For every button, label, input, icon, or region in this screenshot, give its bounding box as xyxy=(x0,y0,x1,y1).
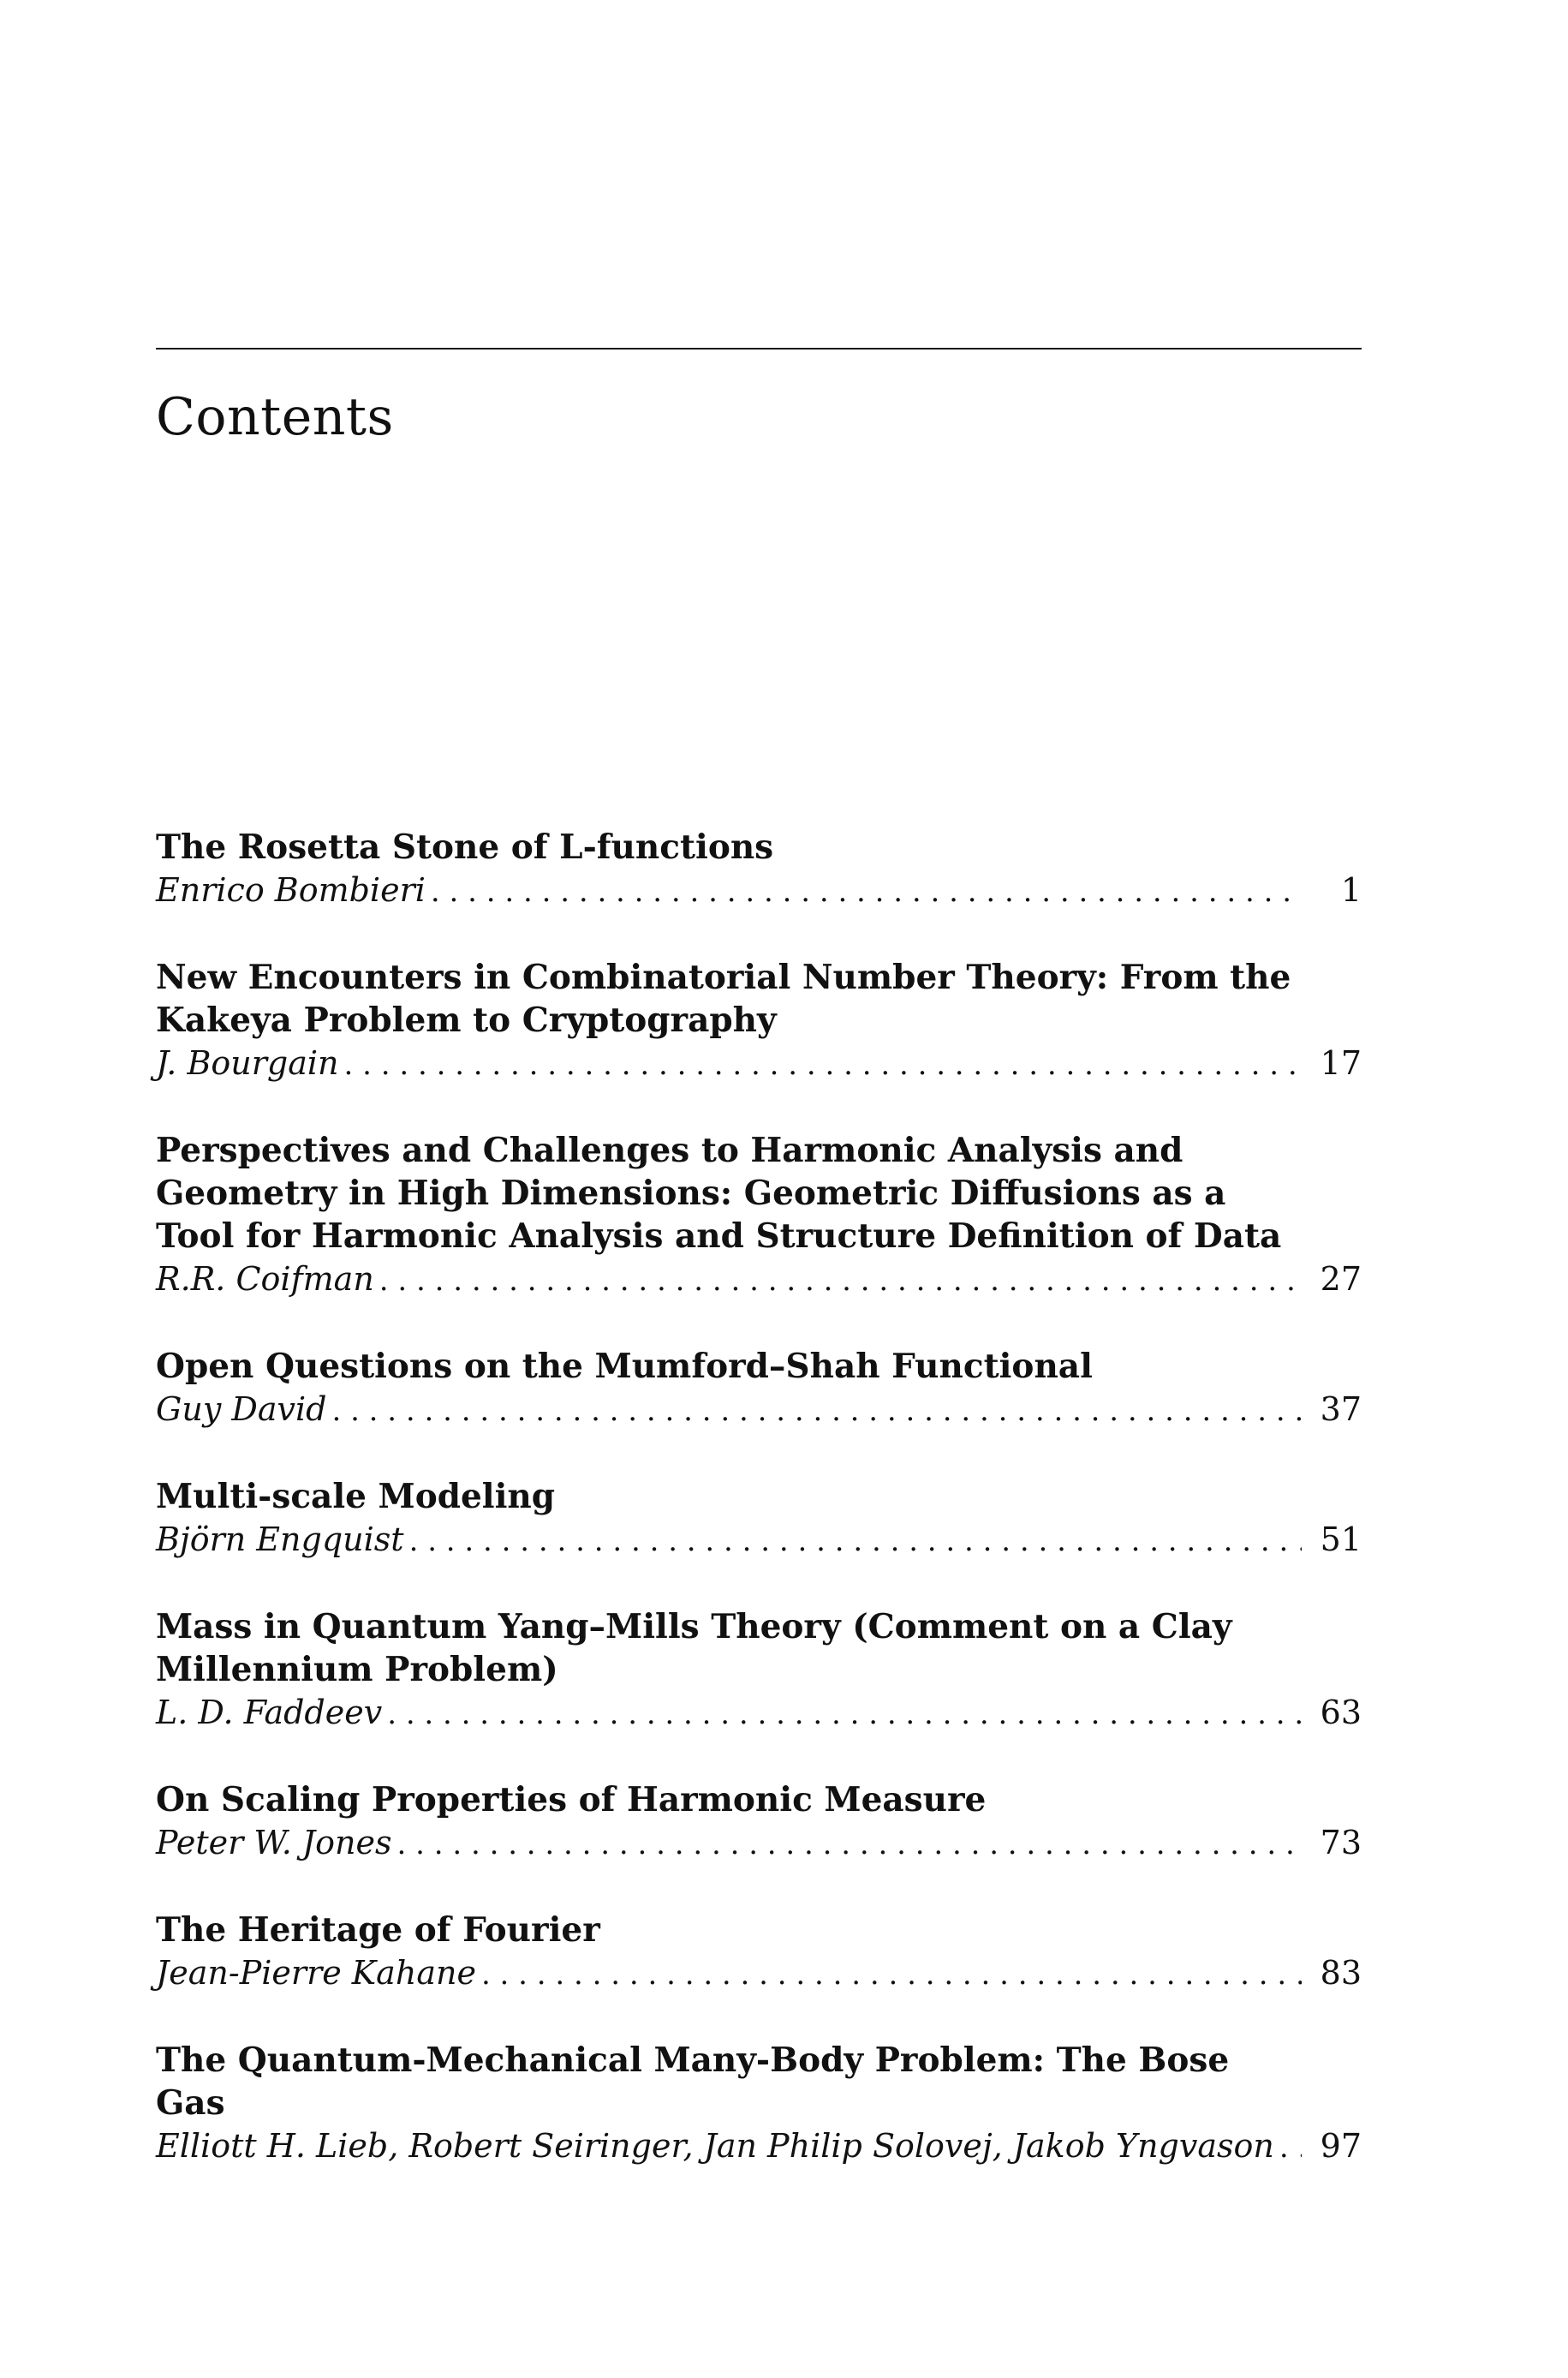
entry-title xyxy=(156,1345,1362,1388)
entry-title-line: Gas xyxy=(156,2083,225,2123)
entry-author-line xyxy=(156,1691,1362,1736)
entry-authors: Elliott H. Lieb, Robert Seiringer, Jan Philip Solovej, Jakob Yngvason xyxy=(156,2127,1274,2165)
entry-author-line xyxy=(156,1821,1362,1866)
entry-page-number: 97 xyxy=(1320,2127,1362,2165)
entry-title xyxy=(156,956,1362,1042)
entry-authors: Jean-Pierre Kahane xyxy=(156,1954,476,1992)
entry-title xyxy=(156,1129,1362,1258)
dot-leader xyxy=(481,1953,1302,1996)
entry-page-number: 51 xyxy=(1320,1521,1362,1558)
entry-title xyxy=(156,2039,1362,2124)
entry-title-line: New Encounters in Combinatorial Number Theory: From the xyxy=(156,958,1291,997)
entry-author-line xyxy=(156,2124,1362,2169)
page-title: Contents xyxy=(156,387,394,447)
entry-page-number: 27 xyxy=(1320,1260,1362,1298)
entry-author-line xyxy=(156,1258,1362,1302)
toc-entry xyxy=(156,1605,1362,1736)
entry-authors: Peter W. Jones xyxy=(156,1824,392,1861)
entry-title-line: Geometry in High Dimensions: Geometric Diffusions as a xyxy=(156,1174,1226,1213)
entry-title xyxy=(156,1605,1362,1691)
entry-title-line: On Scaling Properties of Harmonic Measure xyxy=(156,1780,987,1819)
toc-entry xyxy=(156,826,1362,913)
entry-page-number: 73 xyxy=(1320,1824,1362,1861)
entry-title xyxy=(156,1909,1362,1951)
header-rule xyxy=(156,348,1362,350)
entry-authors: R.R. Coifman xyxy=(156,1260,374,1298)
toc-entry xyxy=(156,1909,1362,1996)
entry-author-line xyxy=(156,1951,1362,1996)
dot-leader xyxy=(331,1389,1302,1432)
entry-title-line: The Heritage of Fourier xyxy=(156,1910,600,1950)
entry-authors: J. Bourgain xyxy=(156,1044,339,1082)
dot-leader xyxy=(344,1043,1303,1086)
entry-authors: Enrico Bombieri xyxy=(156,871,426,909)
dot-leader xyxy=(379,1259,1302,1302)
entry-title-line: Tool for Harmonic Analysis and Structure Definition of Data xyxy=(156,1216,1282,1256)
entry-page-number: 37 xyxy=(1320,1390,1362,1428)
dot-leader xyxy=(1279,2126,1302,2169)
entry-title-line: Open Questions on the Mumford–Shah Functional xyxy=(156,1347,1093,1386)
toc-entry xyxy=(156,956,1362,1086)
entry-author-line xyxy=(156,1042,1362,1086)
entry-title-line: The Quantum-Mechanical Many-Body Problem: The Bose xyxy=(156,2040,1230,2080)
entry-page-number: 17 xyxy=(1320,1044,1362,1082)
entry-authors: Björn Engquist xyxy=(156,1521,404,1558)
entry-title-line: Mass in Quantum Yang–Mills Theory (Comment on a Clay xyxy=(156,1607,1232,1646)
entry-page-number: 83 xyxy=(1320,1954,1362,1992)
entry-title-line: Multi-scale Modeling xyxy=(156,1477,556,1516)
entry-title-line: Kakeya Problem to Cryptography xyxy=(156,1001,777,1040)
entry-page-number: 1 xyxy=(1340,871,1362,909)
entry-title-line: Millennium Problem) xyxy=(156,1650,558,1689)
entry-author-line xyxy=(156,869,1362,913)
toc-entry xyxy=(156,2039,1362,2169)
toc-entry xyxy=(156,1778,1362,1866)
entry-authors: Guy David xyxy=(156,1390,327,1428)
entry-page-number: 63 xyxy=(1320,1694,1362,1731)
toc-entry xyxy=(156,1475,1362,1562)
dot-leader xyxy=(431,870,1302,913)
dot-leader xyxy=(409,1520,1302,1562)
entry-authors: L. D. Faddeev xyxy=(156,1694,383,1731)
entry-title xyxy=(156,826,1362,869)
entry-title xyxy=(156,1475,1362,1518)
entry-title-line: The Rosetta Stone of L-functions xyxy=(156,828,774,867)
entry-author-line xyxy=(156,1518,1362,1562)
toc-entry xyxy=(156,1345,1362,1432)
table-of-contents xyxy=(156,826,1362,2212)
dot-leader xyxy=(397,1823,1303,1866)
entry-title xyxy=(156,1778,1362,1821)
entry-author-line xyxy=(156,1388,1362,1432)
toc-entry xyxy=(156,1129,1362,1302)
entry-title-line: Perspectives and Challenges to Harmonic Analysis and xyxy=(156,1131,1183,1170)
dot-leader xyxy=(387,1693,1302,1736)
